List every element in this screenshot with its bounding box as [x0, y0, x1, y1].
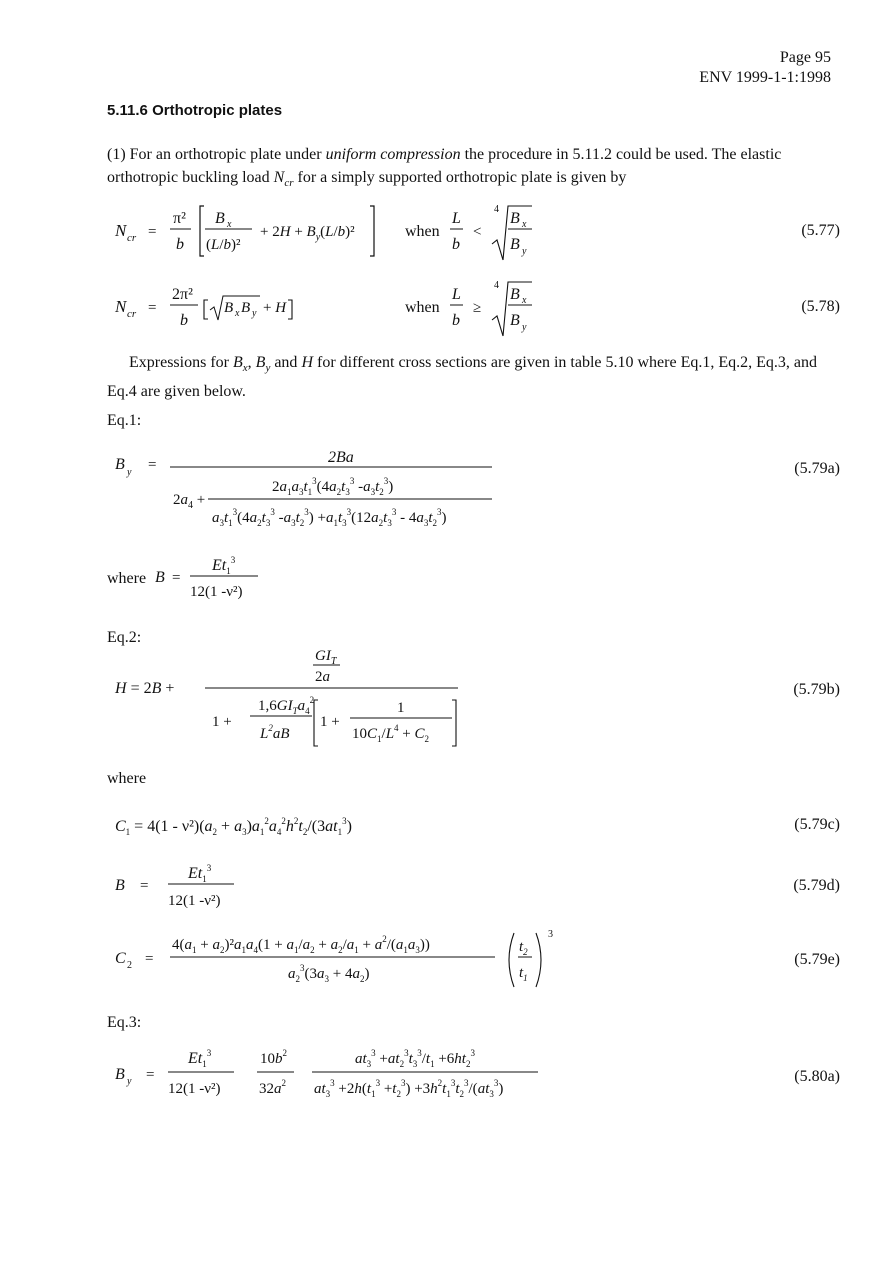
equation-5-79b	[100, 640, 580, 755]
svg-text:t2: $t_2$	[519, 939, 528, 957]
eq-number-5-79a: (5.79a)	[794, 460, 840, 477]
by-symbol: B	[255, 354, 266, 371]
svg-text:10b2: $10b^2$	[260, 1048, 287, 1067]
svg-text:2π²: 2π²	[172, 286, 193, 303]
svg-text:12(1 -ν²): 12(1 -ν²)	[168, 893, 221, 909]
eq-number-5-78: (5.78)	[801, 298, 840, 315]
svg-text:1 +: 1 +	[212, 714, 232, 730]
equation-5-79a	[100, 445, 580, 535]
equation-5-78	[100, 272, 660, 342]
svg-text:N: N	[115, 221, 127, 240]
svg-text:=: =	[172, 570, 181, 586]
bx-symbol: B	[232, 354, 243, 371]
svg-text:32a2: $32a^2$	[259, 1078, 286, 1097]
svg-text:b: b	[176, 236, 184, 253]
svg-text:b: b	[452, 312, 460, 329]
equation-b-definition	[150, 548, 290, 608]
svg-text:2a1a3t13(4a2t33 -a3t23): $2a_1a_3t_1^3(4a_2t_3^3$ $-a_3t_2^3$)	[272, 476, 394, 497]
svg-text:4: 4	[494, 204, 499, 215]
svg-text:L: L	[452, 210, 461, 227]
svg-text:=: =	[148, 457, 157, 473]
svg-text:2Ba: 2Ba	[328, 449, 354, 466]
where-label: where	[107, 570, 147, 587]
svg-text:B: B	[510, 236, 520, 253]
svg-text:=: =	[146, 1067, 155, 1083]
svg-text:H = 2B +: H = 2B +	[115, 680, 175, 697]
svg-text:y: y	[522, 246, 527, 257]
when-label-2: when	[405, 299, 440, 316]
svg-text:at33 +2h(t13 +t23) +3h2t13t23/: $at_3^3 +2h(t_1^3 +t_2^3) +3h^2t_1^3t_2^3/(at_3^3)$	[314, 1078, 504, 1099]
svg-text:L: L	[452, 286, 461, 303]
svg-text:4: 4	[494, 280, 499, 291]
eq-number-5-77: (5.77)	[801, 222, 840, 239]
where-label-2: where	[107, 770, 147, 787]
equation-5-79c	[100, 805, 580, 845]
svg-text:12(1 -ν²): 12(1 -ν²)	[190, 584, 243, 600]
svg-text:x: x	[522, 219, 527, 230]
svg-text:2a: 2a	[315, 669, 330, 685]
svg-text:4(a1 + a2)²a1a4(1 + a1/a2 + a2: $4(a_1 + a_2)^2a_1a_4(1 + a_1/a_2 + a_2/a_1 + a^2/(a_1a_3))$	[172, 934, 430, 955]
svg-text:=: =	[148, 300, 157, 316]
when-label: when	[405, 223, 440, 240]
svg-text:x: x	[227, 219, 232, 230]
eq-number-5-80a: (5.80a)	[794, 1068, 840, 1085]
svg-text:x: x	[522, 295, 527, 306]
svg-text:B: B	[510, 312, 520, 329]
svg-text:cr: cr	[127, 308, 137, 320]
eq1-label: Eq.1:	[107, 412, 142, 429]
standard-id: ENV 1999-1-1:1998	[699, 69, 831, 86]
ncr-symbol: N	[273, 169, 285, 186]
by-subscript: y	[265, 362, 271, 375]
svg-text:GIT: $GI_T$	[315, 648, 337, 667]
section-heading	[107, 102, 282, 119]
bx-subscript: x	[242, 362, 248, 375]
eq-number-5-79b: (5.79b)	[793, 681, 840, 698]
expr-and: and	[270, 354, 302, 371]
svg-text:B: B	[115, 877, 125, 894]
expr-text: Expressions for	[129, 354, 233, 371]
svg-text:N: N	[115, 297, 127, 316]
svg-text:10C1/L4 + C2: $10C_1/L^4 + C_2$	[352, 723, 430, 744]
equation-5-79e	[100, 925, 580, 995]
equation-5-79d	[100, 856, 360, 916]
eq3-label: Eq.3:	[107, 1014, 142, 1031]
svg-text:+ H: + H	[263, 300, 287, 316]
svg-text:b: b	[452, 236, 460, 253]
intro-text: (1) For an orthotropic plate under	[107, 146, 326, 163]
svg-text:B: B	[115, 456, 125, 473]
svg-text:L2aB: $L^2aB$	[260, 723, 290, 742]
svg-text:B: B	[115, 1066, 125, 1083]
svg-text:B: B	[510, 210, 520, 227]
svg-text:(L/b)²: (L/b)²	[206, 237, 241, 253]
section-number: 5.11.6	[107, 102, 148, 119]
svg-text:B: B	[241, 300, 251, 316]
svg-text:b: b	[180, 312, 188, 329]
svg-text:2a4 +: $2a_4$ +	[173, 492, 206, 511]
section-title: Orthotropic plates	[152, 102, 283, 119]
equation-5-77	[100, 196, 660, 266]
equation-5-80a	[100, 1043, 580, 1103]
svg-text:=: =	[148, 224, 157, 240]
svg-text:x: x	[235, 308, 240, 319]
svg-text:B: B	[224, 300, 234, 316]
svg-text:1 +: 1 +	[320, 714, 340, 730]
svg-text:Et13: $Et_1^3$	[188, 1048, 212, 1069]
h-symbol: H	[301, 354, 313, 371]
svg-text:≥: ≥	[473, 300, 482, 316]
svg-text:at33 +at23t33/t1 +6ht23: $at_3^3 +at_2^3t_3^3/t_1 +6ht_2^3$	[355, 1048, 475, 1069]
svg-text:B: B	[215, 210, 225, 227]
svg-text:12(1 -ν²): 12(1 -ν²)	[168, 1081, 221, 1097]
svg-text:Et13: $Et_1^3$	[212, 555, 236, 576]
svg-text:y: y	[252, 308, 257, 319]
svg-text:1: 1	[397, 700, 405, 716]
intro-emphasis: uniform compression	[325, 146, 461, 163]
intro-paragraph	[107, 143, 837, 195]
svg-text:a23(3a3 + 4a2): $a_2^3(3a_3 + 4a_2)$	[288, 963, 370, 984]
svg-text:2: 2	[127, 960, 132, 971]
page-number: Page 95	[779, 49, 831, 66]
eq2-label: Eq.2:	[107, 629, 142, 646]
intro-text-end: for a simply supported orthotropic plate is given by	[293, 169, 627, 186]
expr-comma: ,	[247, 354, 256, 371]
svg-text:Et13: $Et_1^3$	[188, 863, 212, 884]
expr-text-end: for different cross sections are given in table 5.10 where Eq.1, Eq.2, Eq.3, and Eq.4 are given below.	[107, 354, 817, 401]
svg-text:C1 = 4(1 - ν²)(a2 + a3)a12a42h: $C_1 = 4(1 - \nu^2)(a_2 + a_3)a_1^2a_4^2h^2t_2/(3at_1^3)$	[115, 816, 352, 837]
svg-text:=: =	[145, 951, 154, 967]
svg-text:y: y	[127, 1076, 132, 1087]
svg-text:1,6GITa42: $1,6GI_Ta_4^2$	[258, 695, 315, 716]
eq-number-5-79e: (5.79e)	[794, 951, 840, 968]
svg-text:3: 3	[548, 929, 553, 940]
svg-text:y: y	[522, 322, 527, 333]
svg-text:π²: π²	[173, 210, 186, 227]
svg-text:<: <	[473, 224, 482, 240]
eq-number-5-79c: (5.79c)	[794, 816, 840, 833]
svg-text:B: B	[155, 569, 165, 586]
ncr-subscript: cr	[284, 177, 294, 190]
intro-text-mid: the procedure in 5.11.2 could be used. The elastic orthotropic buckling load	[107, 146, 782, 186]
eq-number-5-79d: (5.79d)	[793, 877, 840, 894]
svg-text:a3t13(4a2t33 -a3t23) +a1t33(12: $a_3t_1^3(4a_2t_3^3$ $-a_3t_2^3) +a_1t_3^3(12a_2t_3^3 - 4a_3t_2^3)$	[212, 507, 447, 528]
expressions-paragraph	[107, 351, 837, 403]
svg-text:cr: cr	[127, 232, 137, 244]
svg-text:+ 2H + By(L/b)²: + $2H + B_y(L/b)^2$	[260, 224, 355, 243]
svg-text:y: y	[127, 467, 132, 478]
svg-text:t1: $t_1$	[519, 965, 528, 983]
svg-text:C: C	[115, 950, 126, 967]
svg-text:B: B	[510, 286, 520, 303]
svg-text:=: =	[140, 878, 149, 894]
